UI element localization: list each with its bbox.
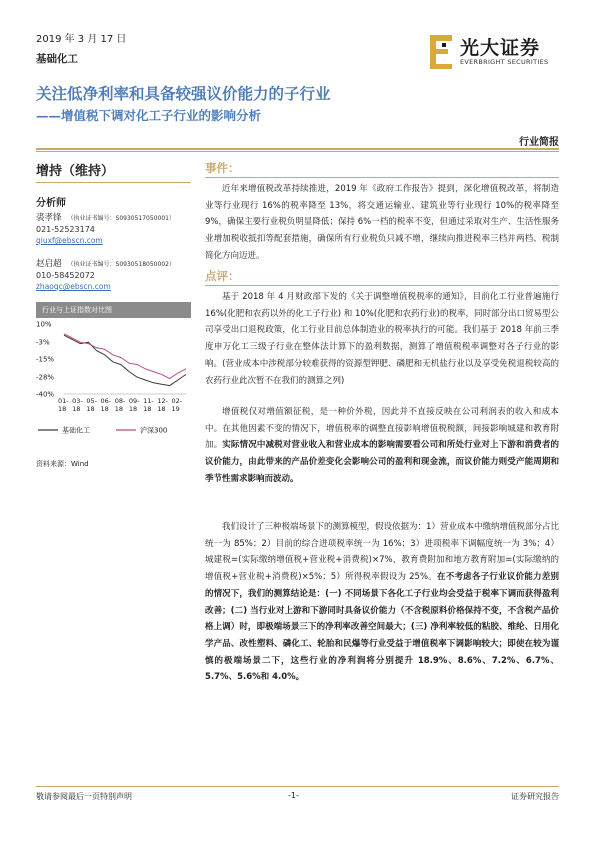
events-heading: 事件： [205, 161, 240, 175]
footer-divider [36, 786, 559, 787]
x-tick-label: 18 [100, 405, 109, 413]
rating: 增持（维持） [36, 164, 115, 179]
comparison-chart [36, 318, 191, 443]
analyst-phone: 010-58452072 [36, 271, 95, 280]
report-title: 关注低净利率和具备较强议价能力的子行业 [36, 85, 331, 103]
x-tick-label: 18 [114, 405, 124, 413]
x-tick-label: 02- [171, 397, 183, 405]
comment-paragraph-3 [205, 519, 559, 686]
x-tick-label: 11- [143, 397, 154, 405]
x-tick-label: 18 [58, 405, 67, 413]
analyst-name: 裘孝锋 [36, 213, 62, 223]
analyst-email[interactable]: zhaoqc@ebscn.com [36, 282, 111, 291]
x-tick-label: 09- [128, 397, 140, 405]
x-tick-label: 12- [157, 397, 168, 405]
comment-divider [205, 285, 559, 286]
logo-name: 光大证券 [460, 37, 541, 59]
chart-source: 资料来源：Wind [36, 460, 89, 468]
legend-label: 基础化工 [62, 426, 90, 435]
y-tick-label: -28% [36, 373, 55, 382]
analyst-email[interactable]: qiuxf@ebscn.com [36, 236, 103, 245]
page-number: -1- [288, 791, 299, 800]
chart-title-bar [36, 302, 191, 318]
analyst-card [36, 211, 196, 245]
analyst-heading: 分析师 [36, 198, 66, 209]
report-date: 2019 年 3 月 17 日 [36, 34, 127, 45]
x-tick-label: 18 [72, 405, 81, 413]
sector-label: 基础化工 [36, 53, 78, 65]
analyst-cert: （执业证书编号：S0930518050002） [67, 261, 175, 268]
chart-title: 行业与上证指数对比图 [42, 306, 112, 314]
x-tick-label: 18 [86, 405, 95, 413]
comment-paragraph-1: 基于 2018 年 4 月财政部下发的《关于调整增值税税率的通知》，目前化工行业普遍施行 16%(化肥和农药以外的化工子行业) 和 10%(化肥和农药行业)的税率，同时部分出口贸易型公司享受出口退税政策，化工行业目前总体制造业的税率执行的可能。我们基于 2018 年前三季度申万化工三级子行业在整体法计算下的盈利数据，测算了增值税税率调整对各子行业的影响。(营业成本中涉税部分较难获得的资源型钾肥、磷肥和无机盐行业以及享受免税退税较高的农药行业此次暂不在我们的测算之列) [205, 292, 559, 386]
events-paragraph: 近年来增值税改革持续推进，2019 年《政府工作报告》提到，深化增值税改革，将制造业等行业现行 16%的税率降至 13%，将交通运输业、建筑业等行业现行 10%的税率降至 9%，确保主要行业税负明显降低；保持 6%一档的税率不变，但通过采取对生产、生活性服务业增加税收抵扣等配套措施，确保所有行业税负只减不增，继续向推进税率三档并两档、税制简化方向迈进。 [205, 184, 559, 261]
x-tick-label: 08- [114, 397, 126, 405]
x-tick-label: 01- [58, 397, 69, 405]
x-tick-label: 18 [128, 405, 138, 413]
company-logo [428, 33, 558, 73]
footer-report-type: 证券研究报告 [511, 792, 559, 801]
footer-disclaimer[interactable]: 敬请参阅最后一页特别声明 [36, 792, 132, 801]
logo-mark-icon [428, 33, 456, 73]
report-subtitle: ——增值税下调对化工子行业的影响分析 [36, 108, 262, 123]
y-tick-label: 10% [36, 320, 52, 329]
x-tick-label: 06- [100, 397, 112, 405]
x-tick-label: 18 [143, 405, 152, 413]
document-type: 行业简报 [519, 137, 559, 148]
y-tick-label: -15% [36, 355, 55, 364]
x-tick-label: 03- [72, 397, 83, 405]
legend-label: 沪深300 [140, 426, 168, 435]
header-divider-thin [36, 151, 559, 152]
x-tick-label: 19 [171, 405, 180, 413]
comment-heading: 点评： [205, 269, 240, 283]
comment-p2-bold: 实际情况中减税对营业收入和营业成本的影响需要看公司和所处行业对上下游和消费者的议价能力，由此带来的产品价差变化会影响公司的盈利和现金流，而议价能力则受产能周期和季节性需求影响而波动。 [205, 440, 559, 484]
comment-p3-bold: 在不考虑各子行业议价能力差别的情况下，我们的测算结论是：(一) 不同场景下各化工子行业均会受益于税率下调而获得盈利改善；(二) 当行业对上游和下游同时具备议价能力（不含税原料价格保持不变，不含税产品价格上调）时，即极端场景三下的净利率改善空间最大；(三) 净利率较低的粘胶、维纶、日用化学产品、改性塑料、磷化工、轮胎和民爆等行业受益于增值税率下调影响较大；即使在较为谨慎的极端场景二下，这些行业的净利润将分别提升 18.9%、8.6%、7.2%、6.7%、5.7%、5.6%和 4.0%。 [205, 572, 559, 683]
comment-p2-text: 增值税仅对增值额征税，是一种价外税，因此并不直接反映在公司利润表的收入和成本中。在其他因素不变的情况下，增值税率的调整直接影响增值税税额，间接影响城建和教育附加。 [205, 407, 559, 451]
x-tick-label: 05- [86, 397, 97, 405]
y-tick-label: -40% [36, 390, 55, 399]
comment-paragraph-2 [205, 404, 559, 488]
comment-p3-text: 我们设计了三种极端场景下的测算模型，假设依据为：1）营业成本中缴纳增值税部分占比统一为 85%；2）目前的综合进项税率统一为 16%；3）进项税率下调幅度统一为 3%；4）城建税=(实际缴纳增值税+营业税+消费税)×7%，教育费附加和地方教育附加=(实际缴纳的增值税+营业税+消费税)×5%；5）所得税率假设为 25%。 [205, 522, 559, 583]
analyst-card [36, 257, 196, 291]
header-divider [36, 148, 559, 150]
analyst-cert: （执业证书编号：S0930517050001） [67, 215, 175, 222]
series-line-1 [64, 334, 186, 379]
analyst-phone: 021-52523174 [36, 225, 95, 234]
rating-divider [36, 182, 191, 183]
logo-english: EVERBRIGHT SECURITIES [460, 58, 549, 66]
x-tick-label: 18 [157, 405, 166, 413]
events-divider [205, 177, 559, 178]
analyst-name: 赵启超 [36, 259, 62, 269]
y-tick-label: -3% [36, 338, 50, 347]
